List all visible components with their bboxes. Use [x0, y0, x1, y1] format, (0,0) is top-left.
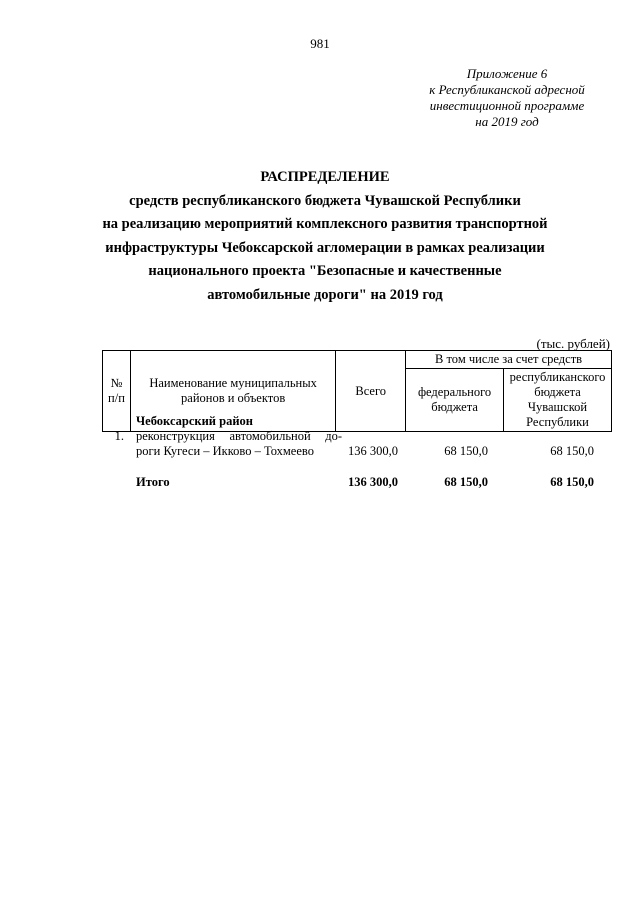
- row-name-text: реконструкция автомобильной до-: [136, 429, 342, 443]
- total-row: [102, 475, 612, 490]
- row-total: 136 300,0: [348, 444, 398, 458]
- table-row: [102, 429, 612, 444]
- title-line: автомобильные дороги" на 2019 год: [207, 286, 443, 303]
- row-name-line1: [136, 429, 342, 444]
- table-body: [102, 414, 612, 490]
- total-federal: 68 150,0: [444, 475, 488, 489]
- spacer: [102, 459, 612, 475]
- total-label: Итого: [136, 475, 170, 489]
- header-num: № п/п: [103, 351, 131, 432]
- header-name: Наименование муниципальных районов и объектов: [130, 351, 335, 432]
- row-federal: 68 150,0: [444, 444, 488, 458]
- title-line: национального проекта "Безопасные и качественные: [148, 263, 502, 279]
- header-including: В том числе за счет средств: [406, 351, 612, 369]
- appendix-line: на 2019 год: [475, 114, 539, 129]
- header-federal: федерального бюджета: [406, 369, 504, 432]
- group-title: Чебоксарский район: [136, 414, 253, 428]
- appendix-line: Приложение 6: [466, 66, 548, 81]
- appendix-line: инвестиционной программе: [429, 98, 585, 113]
- total-sum: 136 300,0: [348, 475, 398, 489]
- row-num: 1.: [114, 429, 124, 443]
- total-republic: 68 150,0: [550, 475, 594, 489]
- row-name-line2: роги Кугеси – Икково – Тохмеево: [136, 444, 314, 458]
- appendix-note: [392, 66, 622, 130]
- header-republic: республиканского бюджета Чувашской Республики: [504, 369, 612, 432]
- row-republic: 68 150,0: [550, 444, 594, 458]
- units-note: (тыс. рублей): [536, 336, 610, 351]
- header-total: Всего: [336, 351, 406, 432]
- document-title: [60, 166, 590, 307]
- appendix-line: к Республиканской адресной: [429, 82, 585, 97]
- page-number: 981: [310, 36, 330, 51]
- table-row: [102, 444, 612, 459]
- title-heading: РАСПРЕДЕЛЕНИЕ: [260, 169, 390, 185]
- title-line: инфраструктуры Чебоксарской агломерации в рамках реализации: [105, 239, 545, 256]
- title-line: на реализацию мероприятий комплексного развития транспортной: [102, 216, 548, 232]
- title-line: средств республиканского бюджета Чувашской Республики: [129, 192, 521, 209]
- group-row: [102, 414, 612, 429]
